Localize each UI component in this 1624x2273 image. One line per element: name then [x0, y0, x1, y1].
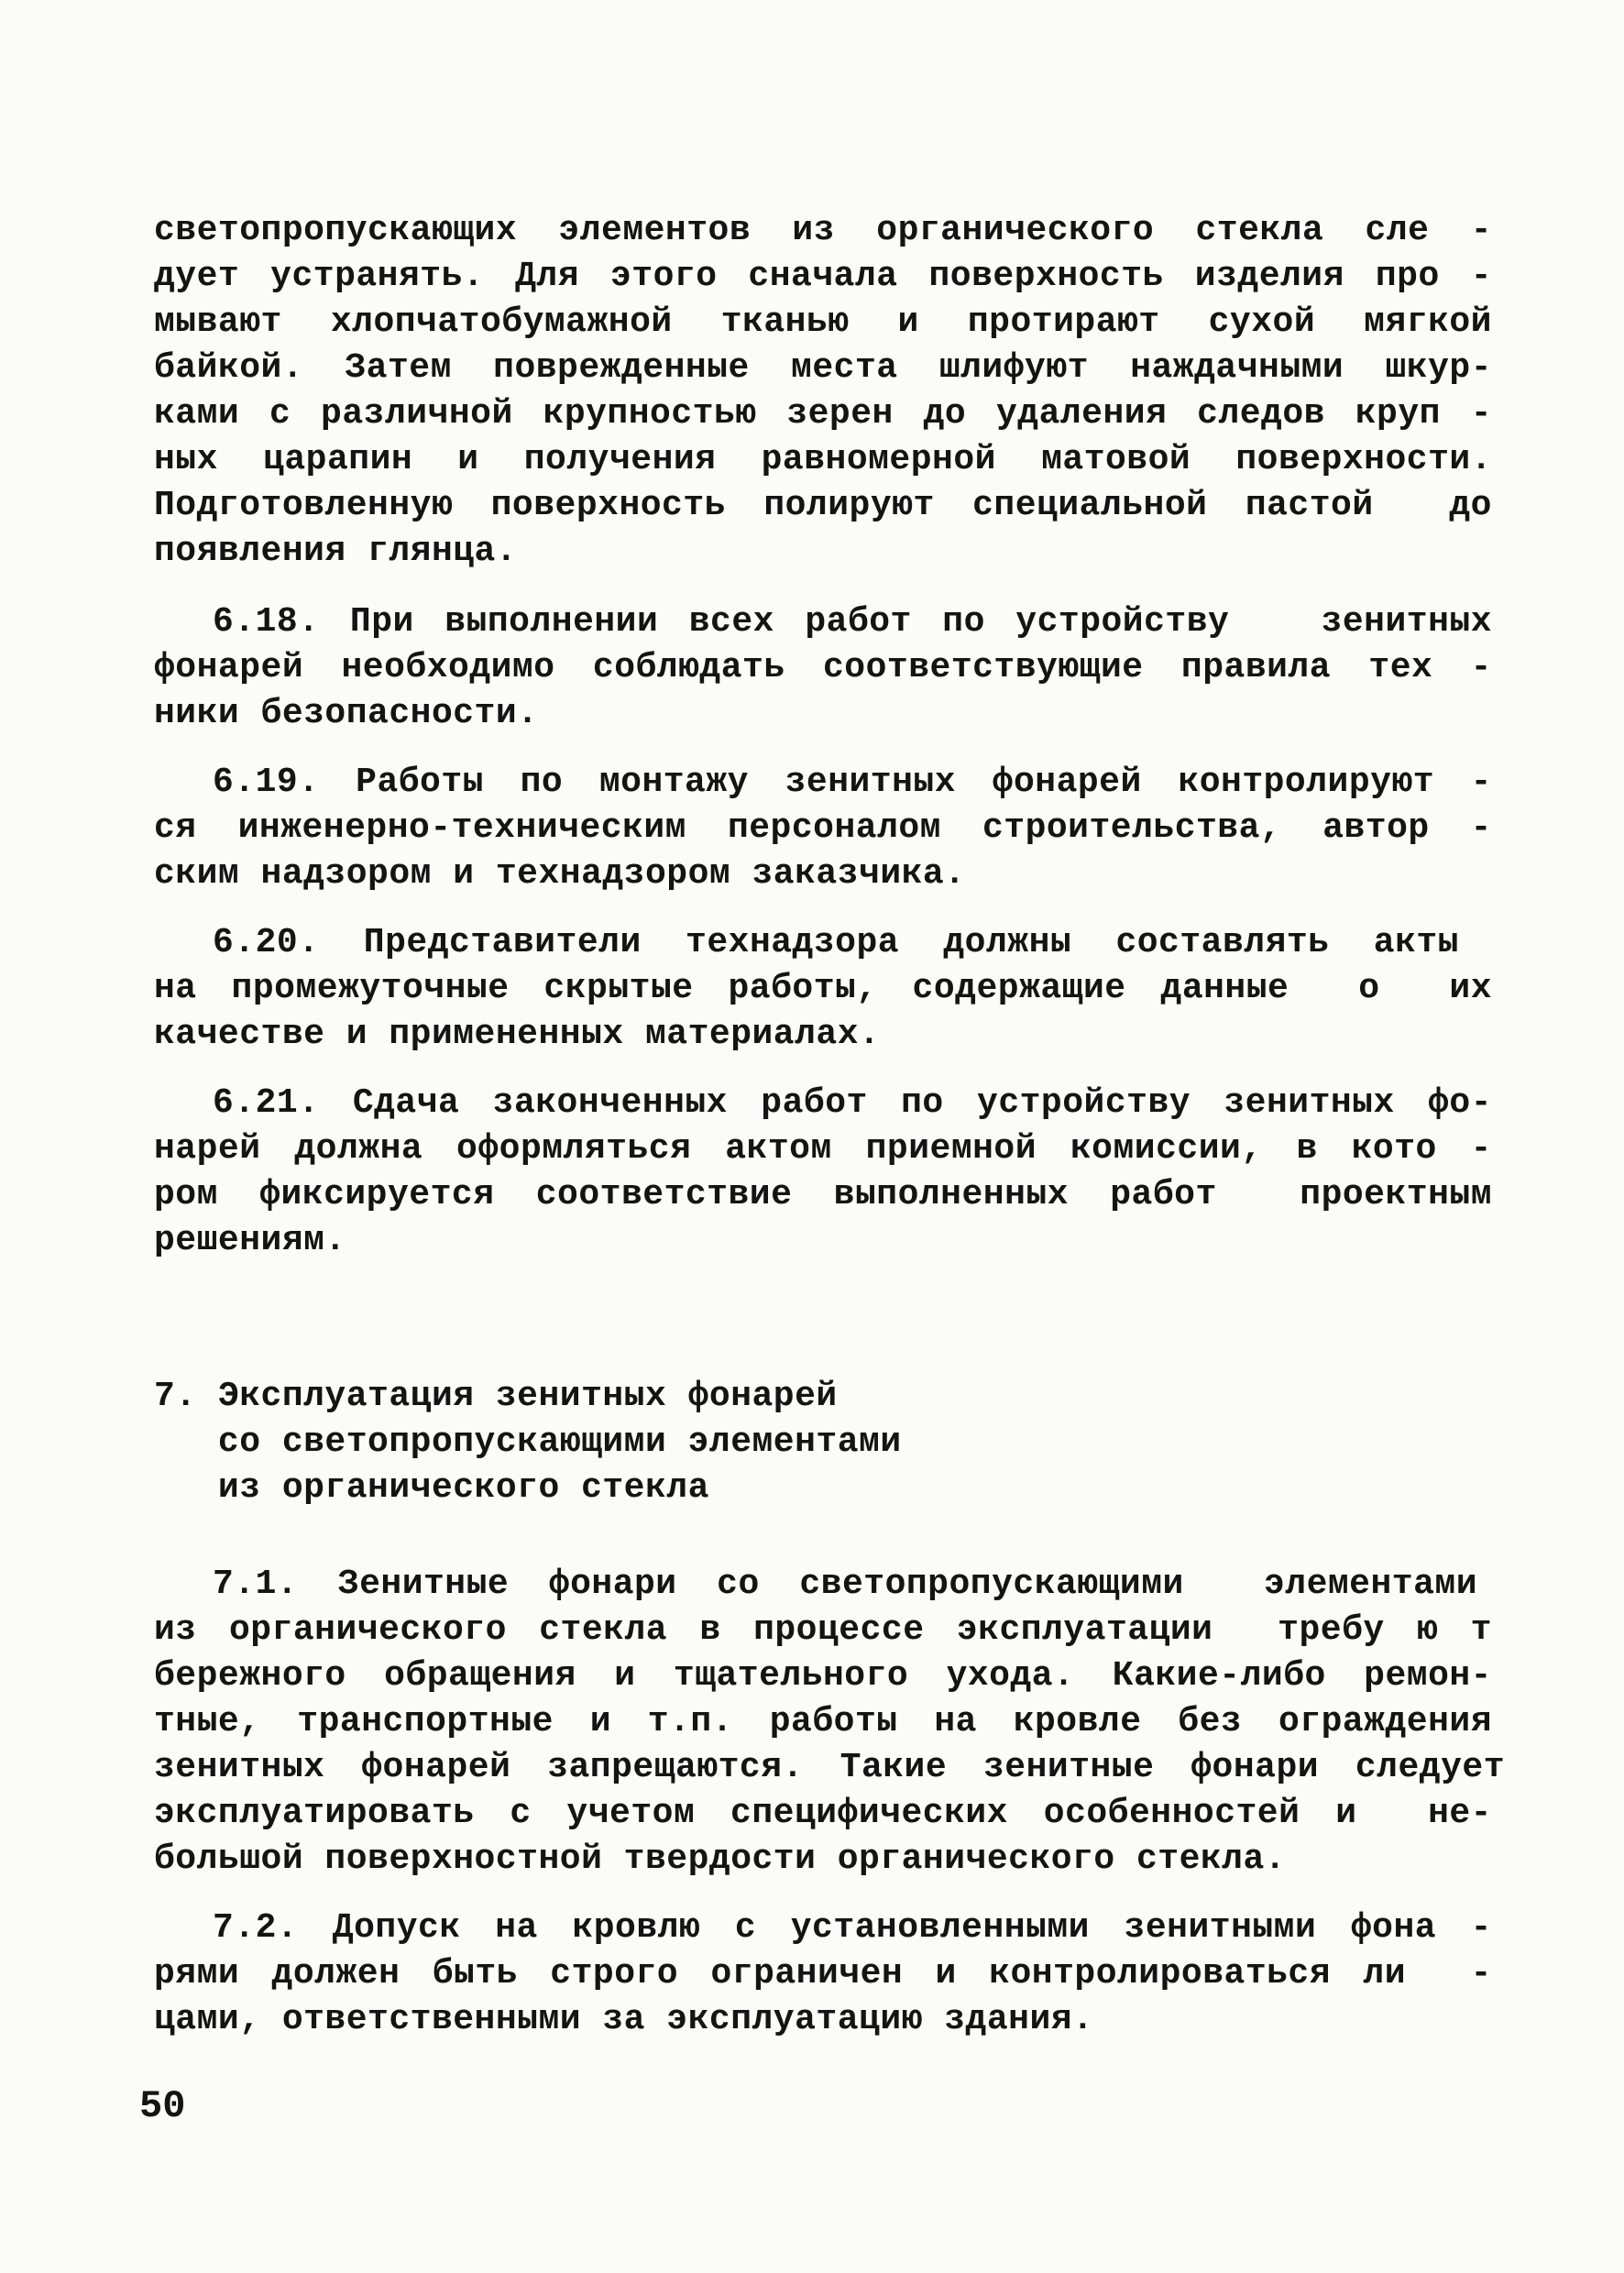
paragraph-line: светопропускающих элементов из органического стекла сле -	[154, 211, 1492, 250]
item-6-19-line: ся инженерно-техническим персоналом строительства, автор -	[154, 808, 1492, 848]
paragraph-line: мывают хлопчатобумажной тканью и протирают сухой мягкой	[154, 302, 1492, 342]
paragraph-line: ных царапин и получения равномерной матовой поверхности.	[154, 440, 1492, 479]
item-6-21-line: решениям.	[154, 1221, 346, 1260]
section-heading-line: из органического стекла	[154, 1468, 709, 1508]
section-heading-line: 7. Эксплуатация зенитных фонарей	[154, 1377, 838, 1416]
item-6-20-line: на промежуточные скрытые работы, содержащие данные о их	[154, 969, 1492, 1008]
item-6-21-line: 6.21. Сдача законченных работ по устройству зенитных фо-	[213, 1083, 1492, 1123]
item-7-1-line: тные, транспортные и т.п. работы на кровле без ограждения	[154, 1702, 1492, 1741]
item-6-19-line: 6.19. Работы по монтажу зенитных фонарей контролируют -	[213, 763, 1492, 802]
item-6-18-line: фонарей необходимо соблюдать соответствующие правила тех -	[154, 648, 1492, 687]
item-6-20-line: 6.20. Представители технадзора должны составлять акты	[213, 923, 1459, 962]
paragraph-line: байкой. Затем поврежденные места шлифуют наждачными шкур-	[154, 348, 1492, 388]
item-6-18-line: ники безопасности.	[154, 694, 539, 733]
item-6-18-line: 6.18. При выполнении всех работ по устройству зенитных	[213, 602, 1492, 642]
paragraph-line: дует устранять. Для этого сначала поверхность изделия про -	[154, 257, 1492, 296]
item-7-1-line: эксплуатировать с учетом специфических особенностей и не-	[154, 1794, 1492, 1833]
item-7-1-line: 7.1. Зенитные фонари со светопропускающими элементами	[213, 1565, 1477, 1604]
item-7-2-line: цами, ответственными за эксплуатацию здания.	[154, 2000, 1094, 2039]
paragraph-line: Подготовленную поверхность полируют специальной пастой до	[154, 486, 1492, 525]
page-number: 50	[139, 2084, 186, 2128]
item-6-19-line: ским надзором и технадзором заказчика.	[154, 854, 966, 894]
item-7-1-line: большой поверхностной твердости органического стекла.	[154, 1839, 1287, 1879]
item-6-21-line: нарей должна оформляться актом приемной комиссии, в кото -	[154, 1129, 1492, 1169]
section-heading-line: со светопропускающими элементами	[154, 1422, 902, 1462]
paragraph-line: ками с различной крупностью зерен до удаления следов круп -	[154, 394, 1492, 434]
item-7-1-line: из органического стекла в процессе эксплуатации требу ю т	[154, 1610, 1492, 1650]
item-7-2-line: 7.2. Допуск на кровлю с установленными зенитными фона -	[213, 1908, 1492, 1948]
item-7-1-line: зенитных фонарей запрещаются. Такие зенитные фонари следует	[154, 1748, 1505, 1787]
item-7-1-line: бережного обращения и тщательного ухода. Какие-либо ремон-	[154, 1656, 1492, 1696]
paragraph-line: появления глянца.	[154, 532, 518, 571]
item-6-21-line: ром фиксируется соответствие выполненных работ проектным	[154, 1175, 1492, 1214]
item-6-20-line: качестве и примененных материалах.	[154, 1015, 881, 1054]
item-7-2-line: рями должен быть строго ограничен и контролироваться ли -	[154, 1954, 1492, 1993]
